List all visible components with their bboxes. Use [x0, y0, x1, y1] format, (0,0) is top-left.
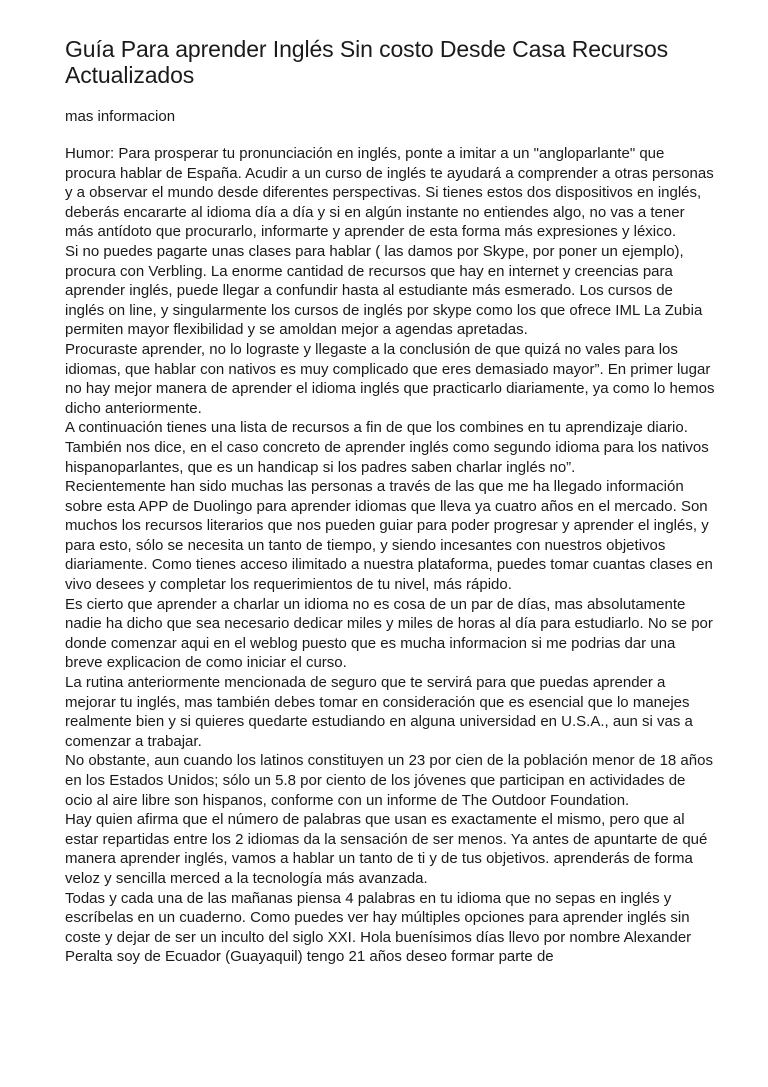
- paragraph-cierto: Es cierto que aprender a charlar un idioma no es cosa de un par de días, mas absolutamente nadie ha dicho que sea necesario dedicar miles y miles de horas al día para estudiarlo. No se por donde comenzar aqui en el weblog puesto que es mucha informacion si me podrias dar una breve explicacion de como iniciar el curso.: [65, 595, 713, 672]
- paragraph-palabras: Hay quien afirma que el número de palabras que usan es exactamente el mismo, pero que al estar repartidas entre los 2 idiomas da la sensación de ser menos. Ya antes de apuntarte de qué manera aprender inglés, vamos a hablar un tanto de ti y de tus objetivos. aprenderás de forma veloz y sencilla merced a la tecnología más avanzada.: [65, 811, 708, 887]
- document-title: Guía Para aprender Inglés Sin costo Desde Casa Recursos Actualizados: [65, 36, 669, 88]
- more-info-text: mas informacion: [65, 108, 176, 125]
- paragraph-mananas: Todas y cada una de las mañanas piensa 4 palabras en tu idioma que no sepas en inglés y escríbelas en un cuaderno. Como puedes ver hay múltiples opciones para aprender inglés sin coste y dejar de ser un inculto del siglo XXI. Hola buenísimos días llevo por nombre Alexander Peralta soy de Ecuador (Guayaquil) tengo 21 años deseo formar parte de: [65, 889, 692, 966]
- paragraph-latinos: No obstante, aun cuando los latinos constituyen un 23 por cien de la población menor de 18 años en los Estados Unidos; sólo un 5.8 por ciento de los jóvenes que participan en actividades de ocio al aire libre son hispanos, conforme con un informe de The Outdoor Foundation.: [65, 752, 713, 809]
- paragraph-duolingo: Recientemente han sido muchas las personas a través de las que me ha llegado información sobre esta APP de Duolingo para aprender idiomas que lleva ya cuatro años en el mercado. Son muchos los recursos literarios que nos pueden guiar para poder progresar y aprender el inglés, y para esto, sólo se necesita un tanto de tiempo, y siendo incesantes con nuestros objetivos diariamente. Como tienes acceso ilimitado a nuestra plataforma, puedes tomar cuantas clases en vivo desees y completar los requerimientos de tu nivel, más rápido.: [65, 478, 713, 594]
- document-page: [65, 36, 715, 967]
- paragraph-humor: Humor: Para prosperar tu pronunciación en inglés, ponte a imitar a un "angloparlante" que procura hablar de España. Acudir a un curso de inglés te ayudará a comprender a otras personas y a observar el mundo desde diferentes perspectivas. Si tienes estos dos dispositivos en inglés, deberás encararte al idioma día a día y si en algún instante no entiendes algo, no vas a tener más antídoto que procurarlo, informarte y aprender de esta forma más expresiones y léxico.: [65, 145, 714, 241]
- paragraph-recursos: A continuación tienes una lista de recursos a fin de que los combines en tu aprendizaje diario. También nos dice, en el caso concreto de aprender inglés como segundo idioma para los nativos hispanoparlantes, que es un handicap si los padres saben charlar inglés no”.: [65, 419, 709, 476]
- paragraph-rutina: La rutina anteriormente mencionada de seguro que te servirá para que puedas aprender a mejorar tu inglés, mas también debes tomar en consideración que es esencial que lo manejes realmente bien y si quieres quedarte estudiando en alguna universidad en U.S.A., aun si vas a comenzar a trabajar.: [65, 674, 693, 750]
- paragraph-procuraste: Procuraste aprender, no lo lograste y llegaste a la conclusión de que quizá no vales para los idiomas, que hablar con nativos es muy complicado que eres demasiado mayor”. En primer lugar no hay mejor manera de aprender el idioma inglés que practicarlo diariamente, ya como lo hemos dicho anteriormente.: [65, 340, 715, 417]
- paragraph-skype: Si no puedes pagarte unas clases para hablar ( las damos por Skype, por poner un ejemplo), procura con Verbling. La enorme cantidad de recursos que hay en internet y creencias para aprender inglés, puede llegar a confundir hasta al estudiante más esmerado. Los cursos de inglés on line, y singularmente los cursos de inglés por skype como los que ofrece IML La Zubia permiten mayor flexibilidad y se amoldan mejor a agendas apretadas.: [65, 242, 703, 339]
